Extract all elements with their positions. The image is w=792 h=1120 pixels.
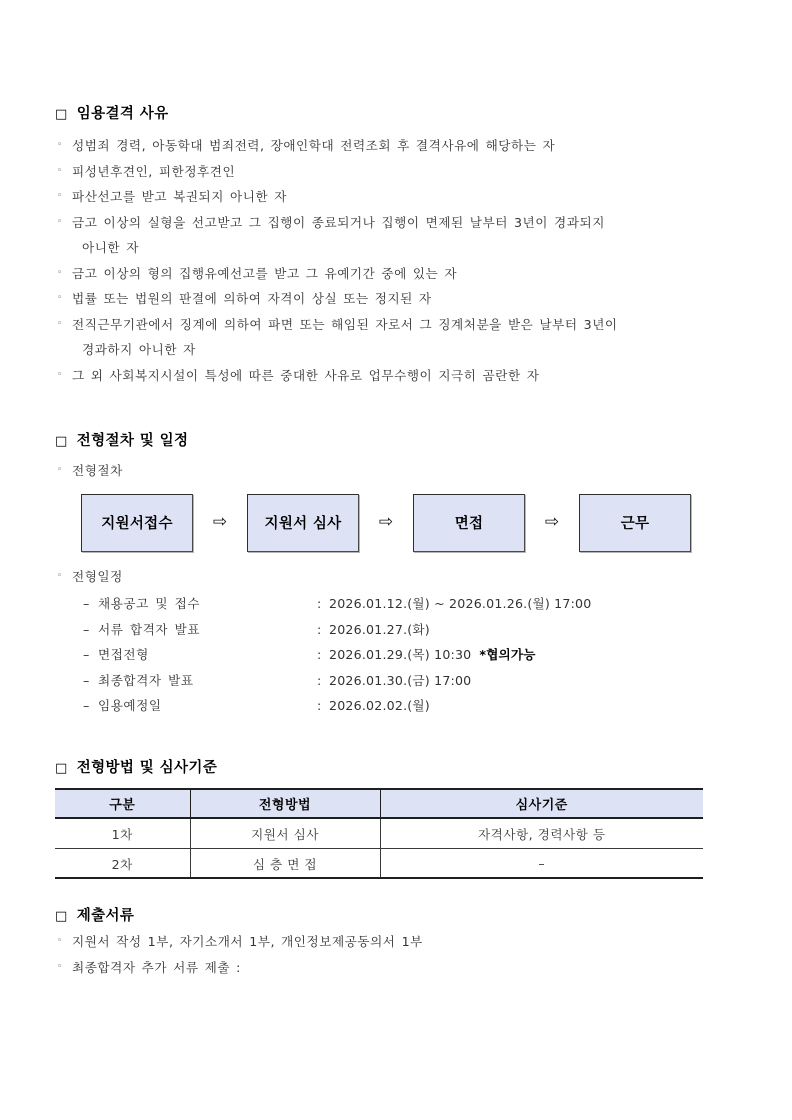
- schedule-value: 2026.01.27.(화): [329, 621, 430, 637]
- arrow-right-icon: ⇨: [544, 512, 560, 533]
- list-item: [55, 133, 735, 159]
- table-row: [55, 818, 703, 848]
- section-documents: [55, 908, 735, 980]
- list-item-text: 최종합격자 추가 서류 제출 :: [72, 959, 241, 975]
- flow-step-label: 지원서 심사: [264, 516, 342, 533]
- list-item: [55, 363, 735, 389]
- list-item: [55, 564, 735, 590]
- cell-method: 지원서 심사: [190, 818, 380, 848]
- schedule-note: *협의가능: [479, 647, 536, 663]
- schedule-label: 면접전형: [98, 647, 149, 663]
- square-marker-icon: □: [55, 434, 68, 449]
- bullet-icon: ◦: [57, 267, 63, 278]
- section-process: [55, 433, 735, 719]
- square-marker-icon: □: [55, 107, 68, 122]
- section-title: 전형방법 및 심사기준: [76, 760, 218, 776]
- section-title: 전형절차 및 일정: [76, 433, 189, 449]
- arrow-right-icon: ⇨: [212, 512, 228, 533]
- square-marker-icon: □: [55, 909, 68, 924]
- list-item-text-cont: 경과하지 아니한 자: [82, 342, 196, 358]
- cell-stage: 2차: [55, 848, 190, 878]
- flow-step-label: 지원서접수: [101, 516, 173, 533]
- table-header-row: [55, 789, 703, 818]
- bullet-icon: ◦: [57, 165, 63, 176]
- bullet-icon: ◦: [57, 318, 63, 329]
- column-header-stage: 구분: [55, 789, 190, 818]
- list-item-text: 법률 또는 법원의 판결에 의하여 자격이 상실 또는 정지된 자: [72, 291, 432, 307]
- documents-list: [55, 929, 735, 980]
- schedule-label-wrap: [55, 642, 317, 668]
- flow-step-application-review: [247, 494, 359, 552]
- schedule-label-wrap: [55, 591, 317, 617]
- schedule-row: [55, 642, 735, 668]
- list-item: [55, 210, 735, 261]
- flow-step-employment: [579, 494, 691, 552]
- bullet-icon: ◦: [57, 216, 63, 227]
- list-item-text: 전직근무기관에서 징계에 의하여 파면 또는 해임된 자로서 그 징계처분을 받은 날부터 3년이: [72, 316, 618, 332]
- schedule-row: [55, 617, 735, 643]
- section-heading-method: [55, 760, 735, 777]
- schedule-label: 임용예정일: [98, 698, 162, 714]
- bullet-icon: ◦: [57, 961, 63, 972]
- method-criteria-table: [55, 788, 703, 879]
- colon-separator: :: [317, 621, 322, 637]
- section-title: 제출서류: [76, 908, 135, 924]
- schedule-label: 서류 합격자 발표: [98, 621, 201, 637]
- section-method: [55, 760, 735, 879]
- list-item-text: 피성년후견인, 피한정후견인: [72, 163, 236, 179]
- schedule-value-wrap: [317, 591, 591, 617]
- column-header-criteria: 심사기준: [380, 789, 703, 818]
- table-body: [55, 818, 703, 878]
- section-disqualification: [55, 106, 735, 388]
- colon-separator: :: [317, 596, 322, 612]
- dash-icon: –: [83, 621, 90, 637]
- process-subhead-list: [55, 458, 735, 484]
- bullet-icon: ◦: [57, 293, 63, 304]
- schedule-row: [55, 591, 735, 617]
- subheading-process-flow: 전형절차: [72, 463, 123, 479]
- list-item-text: 그 외 사회복지시설이 특성에 따른 중대한 사유로 업무수행이 지극히 곰란한 자: [72, 367, 540, 383]
- list-item: [55, 929, 735, 955]
- list-item: [55, 261, 735, 287]
- disqualification-list: [55, 133, 735, 388]
- bullet-icon: ◦: [57, 140, 63, 151]
- schedule-value-wrap: [317, 693, 430, 719]
- schedule-value: 2026.02.02.(월): [329, 698, 430, 714]
- flow-step-interview: [413, 494, 525, 552]
- selection-flowchart: [81, 494, 735, 552]
- schedule-label-wrap: [55, 617, 317, 643]
- flow-step-application-receipt: [81, 494, 193, 552]
- bullet-icon: ◦: [57, 570, 63, 581]
- bullet-icon: ◦: [57, 369, 63, 380]
- cell-criteria: –: [380, 848, 703, 878]
- schedule-label-wrap: [55, 668, 317, 694]
- list-item-text: 지원서 작성 1부, 자기소개서 1부, 개인정보제공동의서 1부: [72, 934, 423, 950]
- schedule-value-wrap: [317, 642, 536, 668]
- list-item-text: 성범죄 경력, 아동학대 범죄전력, 장애인학대 전력조회 후 결격사유에 해당하는 자: [72, 138, 556, 154]
- section-heading-process: [55, 433, 735, 450]
- bullet-icon: ◦: [57, 191, 63, 202]
- schedule-list: [55, 591, 735, 719]
- subheading-schedule: 전형일정: [72, 568, 123, 584]
- schedule-row: [55, 668, 735, 694]
- section-title: 임용결격 사유: [76, 106, 169, 122]
- arrow-right-icon: ⇨: [378, 512, 394, 533]
- dash-icon: –: [83, 596, 90, 612]
- colon-separator: :: [317, 647, 322, 663]
- cell-method: 심 층 면 접: [190, 848, 380, 878]
- bullet-icon: ◦: [57, 465, 63, 476]
- bullet-icon: ◦: [57, 936, 63, 947]
- schedule-value: 2026.01.30.(금) 17:00: [329, 672, 472, 688]
- colon-separator: :: [317, 672, 322, 688]
- square-marker-icon: □: [55, 761, 68, 776]
- flow-step-label: 근무: [620, 516, 650, 533]
- list-item-text: 파산선고를 받고 복권되지 아니한 자: [72, 189, 287, 205]
- list-item-text: 금고 이상의 실형을 선고받고 그 집행이 종료되거나 집행이 면제된 날부터 3년이 경과되지: [72, 214, 605, 230]
- section-heading-disqualification: [55, 106, 735, 123]
- table-row: [55, 848, 703, 878]
- schedule-value-wrap: [317, 668, 471, 694]
- schedule-value: 2026.01.12.(월) ~ 2026.01.26.(월) 17:00: [329, 596, 592, 612]
- list-item-text-cont: 아니한 자: [82, 240, 139, 256]
- list-item-text: 금고 이상의 형의 집행유예선고를 받고 그 유예기간 중에 있는 자: [72, 265, 458, 281]
- column-header-method: 전형방법: [190, 789, 380, 818]
- table-header: [55, 789, 703, 818]
- dash-icon: –: [83, 698, 90, 714]
- list-item: [55, 955, 735, 981]
- list-item: [55, 312, 735, 363]
- cell-criteria: 자격사항, 경력사항 등: [380, 818, 703, 848]
- dash-icon: –: [83, 647, 90, 663]
- list-item: [55, 184, 735, 210]
- list-item: [55, 286, 735, 312]
- colon-separator: :: [317, 698, 322, 714]
- list-item: [55, 458, 735, 484]
- schedule-value: 2026.01.29.(목) 10:30: [329, 647, 472, 663]
- schedule-label: 최종합격자 발표: [98, 672, 194, 688]
- list-item: [55, 159, 735, 185]
- section-heading-documents: [55, 908, 735, 925]
- cell-stage: 1차: [55, 818, 190, 848]
- schedule-subhead-list: [55, 564, 735, 590]
- schedule-value-wrap: [317, 617, 430, 643]
- dash-icon: –: [83, 672, 90, 688]
- schedule-label-wrap: [55, 693, 317, 719]
- schedule-row: [55, 693, 735, 719]
- schedule-label: 채용공고 및 접수: [98, 596, 201, 612]
- flow-step-label: 면접: [454, 516, 484, 533]
